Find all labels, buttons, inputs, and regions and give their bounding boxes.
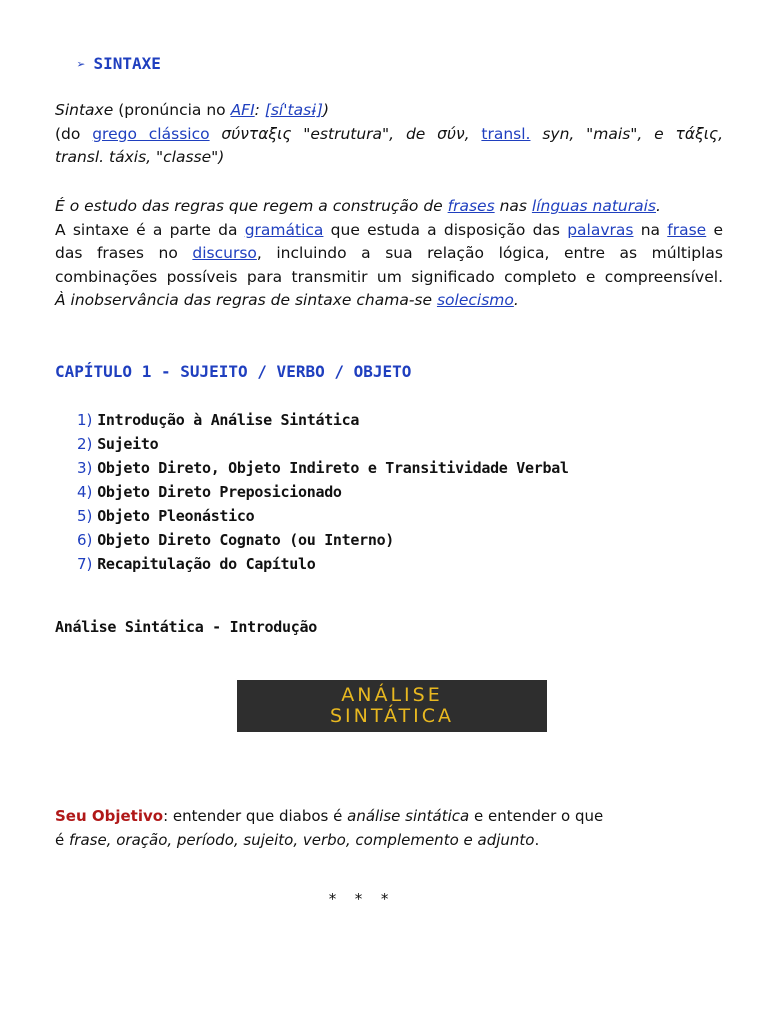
objective-paragraph (55, 804, 695, 852)
toc-label: Recapitulação do Capítulo (97, 555, 316, 573)
taxis-text: transl. táxis, "classe") (55, 148, 225, 166)
nas-text: nas (494, 197, 532, 215)
definition-line-1 (55, 99, 723, 123)
description-paragraph (55, 195, 723, 313)
objective-text-3: é (55, 831, 69, 849)
chapter-title: CAPÍTULO 1 - SUJEITO / VERBO / OBJETO (55, 362, 412, 381)
toc-number: 6) (77, 531, 93, 549)
toc-item[interactable] (77, 432, 569, 456)
syn-text: syn, "mais", e τάξις, (530, 124, 724, 143)
objective-emphasis-1: análise sintática (347, 807, 470, 825)
desc-text-6: combinações possíveis para transmitir um significado completo e compreensível. (55, 267, 723, 286)
objective-line-1 (55, 804, 695, 828)
discurso-link[interactable]: discurso (192, 244, 257, 262)
term: Sintaxe (55, 101, 114, 119)
close-paren: ) (322, 101, 330, 119)
toc-label: Objeto Direto Preposicionado (97, 483, 342, 501)
description-line-5 (55, 289, 723, 313)
arrow-bullet-icon: ➢ (77, 57, 86, 73)
toc-number: 2) (77, 435, 93, 453)
toc-number: 3) (77, 459, 93, 477)
desc-text-2: A sintaxe é a parte da (55, 220, 245, 239)
toc-label: Objeto Direto, Objeto Indireto e Transitividade Verbal (97, 459, 569, 477)
toc-number: 7) (77, 555, 93, 573)
desc-text-1: É o estudo das regras que regem a construção de (55, 197, 448, 215)
objective-text-1: : entender que diabos é (163, 807, 348, 825)
definition-line-3 (55, 146, 723, 170)
description-line-3 (55, 242, 723, 266)
desc-text-3: que estuda a disposição das (323, 220, 568, 239)
objective-period: . (534, 831, 540, 849)
do-text: (do (55, 124, 93, 143)
frase-link[interactable]: frase (667, 220, 707, 239)
toc-item[interactable] (77, 528, 569, 552)
pronuncia-text: (pronúncia no (113, 101, 231, 119)
sintaxe-heading (77, 54, 161, 73)
description-line-1 (55, 195, 723, 219)
objective-text-2: e entender o que (469, 807, 604, 825)
na-text: na (633, 220, 668, 239)
toc-label: Introdução à Análise Sintática (97, 411, 360, 429)
toc-item[interactable] (77, 504, 569, 528)
etymology-text: σύνταξις "estrutura", de σύν, (209, 124, 482, 143)
toc-label: Sujeito (97, 435, 159, 453)
definition-line-2 (55, 123, 723, 147)
heading-title: SINTAXE (93, 54, 161, 73)
banner-line-1: ANÁLISE (341, 684, 443, 706)
gramatica-link[interactable]: gramática (244, 220, 324, 239)
description-line-4 (55, 266, 723, 290)
toc-number: 4) (77, 483, 93, 501)
palavras-link[interactable]: palavras (567, 220, 634, 239)
linguas-naturais-link[interactable]: línguas naturais (531, 197, 656, 215)
period-2: . (513, 291, 519, 309)
toc-item[interactable] (77, 456, 569, 480)
desc-text-7: À inobservância das regras de sintaxe chama-se (55, 291, 437, 309)
solecismo-link[interactable]: solecismo (436, 291, 514, 309)
desc-text-5: , incluindo a sua relação lógica, entre as múltiplas (256, 244, 723, 262)
grego-classico-link[interactable]: grego clássico (92, 124, 210, 143)
ipa-link[interactable]: [sí'tasɨ] (264, 101, 323, 119)
toc-item[interactable] (77, 480, 569, 504)
frases-link[interactable]: frases (447, 197, 495, 215)
banner-line-2: SINTÁTICA (329, 705, 454, 727)
description-line-2 (55, 219, 723, 243)
objective-emphasis-2: frase, oração, período, sujeito, verbo, complemento e adjunto (69, 831, 535, 849)
e-text: e (706, 220, 724, 239)
toc-label: Objeto Pleonástico (97, 507, 255, 525)
toc-item[interactable] (77, 408, 569, 432)
afi-link[interactable]: AFI (230, 101, 255, 119)
toc-label: Objeto Direto Cognato (ou Interno) (97, 531, 395, 549)
desc-text-4: das frases no (55, 244, 193, 262)
transl-link[interactable]: transl. (481, 124, 531, 143)
analise-sintatica-banner (237, 680, 547, 732)
toc-item[interactable] (77, 552, 569, 576)
section-title: Análise Sintática - Introdução (55, 618, 317, 636)
colon-text: : (254, 101, 265, 119)
definition-paragraph (55, 99, 723, 170)
chapter-toc (77, 408, 569, 576)
stars-separator: * * * (328, 890, 394, 908)
toc-number: 5) (77, 507, 93, 525)
toc-number: 1) (77, 411, 93, 429)
objective-line-2 (55, 828, 695, 852)
period: . (655, 197, 661, 215)
objective-label: Seu Objetivo (55, 807, 164, 825)
